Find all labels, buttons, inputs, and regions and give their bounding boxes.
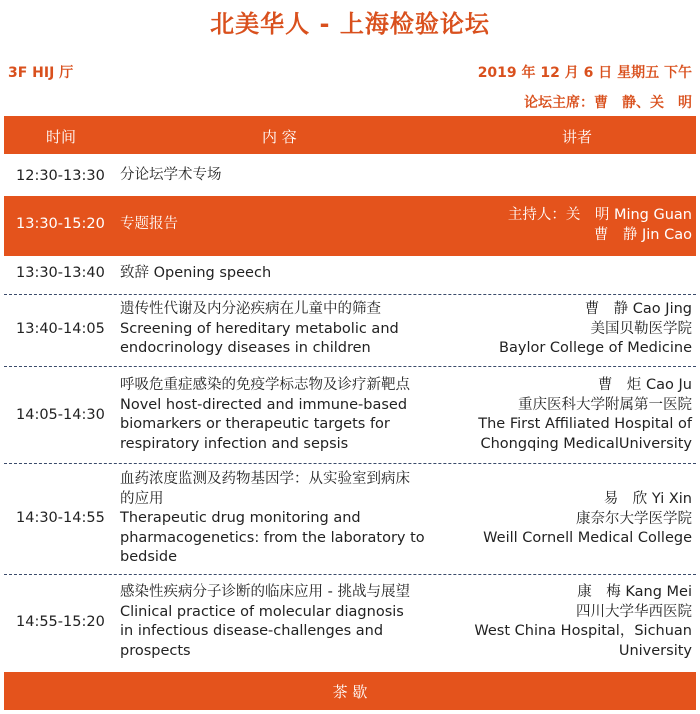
content-line: 感染性疾病分子诊断的临床应用 - 挑战与展望 — [120, 584, 410, 600]
row-time: 14:30-14:55 — [16, 510, 105, 526]
row-time: 12:30-13:30 — [16, 168, 105, 184]
row-speaker — [499, 300, 692, 359]
content-line: prospects — [120, 642, 191, 659]
row-time: 14:55-15:20 — [16, 614, 105, 630]
speaker-line: 康 梅 Kang Mei — [577, 584, 692, 600]
content-line: pharmacogenetics: from the laboratory to — [120, 529, 425, 546]
table-row — [4, 300, 696, 362]
row-time: 13:30-13:40 — [16, 265, 105, 281]
speaker-line: 易 欣 Yi Xin — [603, 491, 692, 507]
header-content: 内 容 — [262, 128, 297, 146]
header-time: 时间 — [46, 128, 77, 146]
row-content — [120, 264, 271, 284]
content-line: Therapeutic drug monitoring and — [120, 510, 361, 526]
content-line: 的应用 — [120, 490, 164, 507]
hall-label: 3F HIJ 厅 — [8, 65, 74, 81]
header-speaker: 讲者 — [562, 128, 593, 146]
table-header — [4, 116, 696, 154]
speaker-line: Weill Cornell Medical College — [483, 530, 692, 546]
row-content — [120, 470, 425, 568]
table-row — [4, 470, 696, 568]
table-row — [4, 158, 696, 194]
content-line: 血药浓度监测及药物基因学：从实验室到病床 — [120, 471, 410, 487]
content-line: 呼吸危重症感染的免疫学标志物及诊疗新靶点 — [120, 377, 410, 393]
tea-break-bar — [4, 672, 696, 710]
row-divider — [4, 294, 696, 295]
row-content — [120, 300, 399, 359]
tea-break-label: 茶 歇 — [332, 683, 368, 701]
speaker-line: West China Hospital，Sichuan — [474, 623, 692, 639]
content-line: 分论坛学术专场 — [120, 167, 222, 183]
row-speaker — [474, 583, 692, 661]
forum-chair: 论坛主席：曹 静、关 明 — [524, 95, 692, 111]
speaker-line: 康奈尔大学医学院 — [576, 510, 692, 527]
content-line: biomarkers or therapeutic targets for — [120, 416, 390, 432]
date-label: 2019 年 12 月 6 日 星期五 下午 — [477, 65, 692, 81]
speaker-line: 重庆医科大学附属第一医院 — [518, 396, 692, 413]
content-line: in infectious disease-challenges and — [120, 623, 384, 639]
speaker-line: 主持人：关 明 Ming Guan — [507, 207, 692, 223]
speaker-line: University — [618, 642, 692, 659]
row-divider — [4, 574, 696, 575]
speaker-line: The First Affiliated Hospital of — [478, 416, 692, 432]
row-divider — [4, 366, 696, 367]
table-row — [4, 583, 696, 663]
content-line: Novel host-directed and immune-based — [120, 396, 408, 413]
speaker-line: 曹 静 Jin Cao — [593, 226, 692, 243]
row-content — [120, 215, 178, 235]
page-title: 北美华人 - 上海检验论坛 — [210, 10, 490, 38]
content-line: Clinical practice of molecular diagnosis — [120, 603, 404, 620]
speaker-line: Baylor College of Medicine — [499, 340, 692, 356]
row-time: 13:40-14:05 — [16, 321, 105, 337]
row-speaker — [478, 376, 692, 454]
table-row — [4, 376, 696, 456]
content-line: 遗传性代谢及内分泌疾病在儿童中的筛查 — [120, 301, 381, 317]
table-row-highlight — [4, 196, 696, 256]
content-line: endocrinology diseases in children — [120, 340, 371, 356]
content-line: Screening of hereditary metabolic and — [120, 320, 399, 337]
speaker-line: 曹 静 Cao Jing — [584, 301, 692, 317]
row-speaker — [483, 490, 692, 549]
speaker-line: 曹 炬 Cao Ju — [597, 377, 692, 393]
speaker-line: 美国贝勒医学院 — [590, 320, 692, 337]
speaker-line: Chongqing MedicalUniversity — [480, 435, 692, 452]
content-line: respiratory infection and sepsis — [120, 435, 349, 452]
row-content — [120, 376, 410, 454]
row-divider — [4, 463, 696, 464]
speaker-line: 四川大学华西医院 — [576, 603, 692, 620]
table-row — [4, 260, 696, 290]
row-content — [120, 166, 222, 186]
content-line: 致辞 Opening speech — [120, 265, 272, 281]
row-time: 13:30-15:20 — [16, 216, 105, 232]
row-content — [120, 583, 410, 661]
row-time: 14:05-14:30 — [16, 407, 105, 423]
content-line: bedside — [120, 549, 178, 565]
content-line: 专题报告 — [120, 216, 178, 232]
row-speaker — [508, 206, 692, 245]
